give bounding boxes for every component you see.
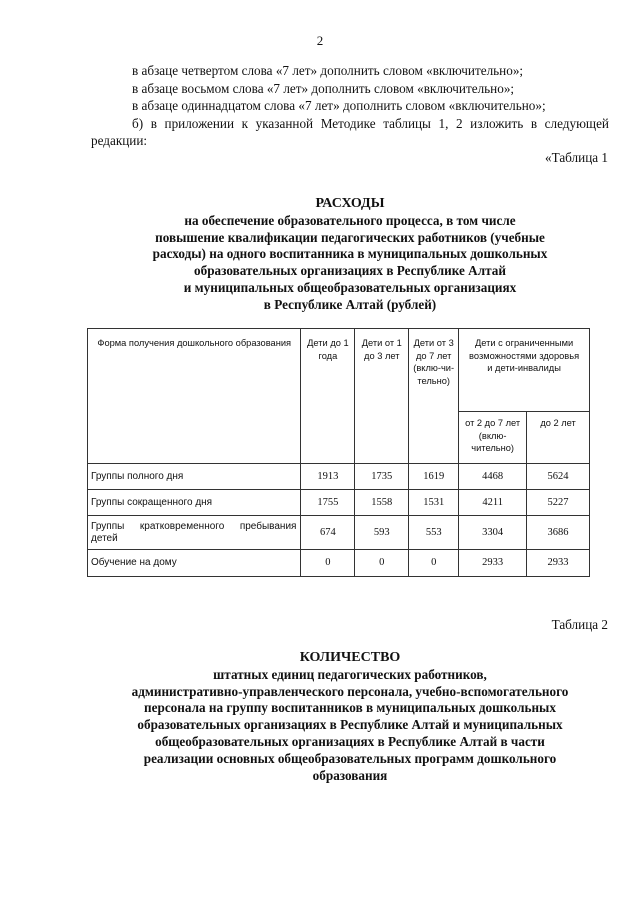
intro-line-2: в абзаце восьмом слова «7 лет» дополнить словом «включительно»; [132, 80, 515, 96]
table1-title-line: расходы) на одного воспитанника в муниципальных дошкольных [152, 246, 548, 262]
cell-value: 3304 [459, 516, 527, 550]
cell-value: 0 [409, 550, 459, 577]
header-3-to-7: Дети от 3 до 7 лет (вклю-чи-тельно) [409, 329, 459, 464]
table1-title-main: РАСХОДЫ [315, 196, 385, 211]
table1-title [60, 196, 640, 314]
intro-line-4: б) в приложении к указанной Методике таблицы 1, 2 изложить в следующей редакции: [91, 115, 609, 148]
table2-title-line: реализации основных общеобразовательных программ дошкольного [143, 750, 557, 766]
cell-value: 0 [301, 550, 355, 577]
row-label: Группы сокращенного дня [88, 490, 301, 516]
cell-value: 5624 [527, 464, 590, 490]
table-row [88, 464, 590, 490]
header-form: Форма получения дошкольного образования [88, 329, 301, 464]
cell-value: 553 [409, 516, 459, 550]
cell-value: 5227 [527, 490, 590, 516]
header-disabled-under-2: до 2 лет [527, 412, 590, 464]
cell-value: 1913 [301, 464, 355, 490]
cell-value: 1531 [409, 490, 459, 516]
intro-line-3: в абзаце одиннадцатом слова «7 лет» дополнить словом «включительно»; [132, 98, 546, 113]
row-label: Обучение на дому [88, 550, 301, 577]
cell-value: 4211 [459, 490, 527, 516]
cell-value: 0 [355, 550, 409, 577]
table1-title-line: образовательных организациях в Республике Алтай [194, 263, 506, 279]
table-row [88, 550, 590, 577]
cell-value: 3686 [527, 516, 590, 550]
table1-title-line: и муниципальных общеобразовательных организациях [183, 279, 517, 295]
cell-value: 1619 [409, 464, 459, 490]
table2-title-line: образовательных организациях в Республике Алтай и муниципальных [137, 717, 563, 733]
table2-title-line: общеобразовательных организациях в Республике Алтай в части [155, 733, 545, 749]
table2-label: Таблица 2 [551, 617, 608, 632]
cell-value: 1755 [301, 490, 355, 516]
cell-value: 1735 [355, 464, 409, 490]
row-label-line-2: детей [91, 532, 118, 544]
table2-title [60, 650, 640, 784]
cell-value: 4468 [459, 464, 527, 490]
table2-title-main: КОЛИЧЕСТВО [299, 650, 401, 665]
cell-value: 2933 [527, 550, 590, 577]
header-1-to-3: Дети от 1 до 3 лет [355, 329, 409, 464]
row-label [88, 516, 301, 550]
cell-value: 593 [355, 516, 409, 550]
row-label-line-1: Группы кратковременного пребывания [91, 520, 297, 532]
header-disabled: Дети с ограниченными возможностями здоровья и дети-инвалиды [459, 329, 590, 412]
table2-title-line: административно-управленческого персонала, учебно-вспомогательного [131, 683, 569, 699]
intro-paragraphs [91, 62, 609, 150]
row-label: Группы полного дня [88, 464, 301, 490]
cell-value: 1558 [355, 490, 409, 516]
table2-title-line: образования [312, 767, 388, 783]
table-row [88, 516, 590, 550]
table1-title-line: повышение квалификации педагогических работников (учебные [155, 229, 545, 245]
header-disabled-2-to-7: от 2 до 7 лет (вклю-чительно) [459, 412, 527, 464]
header-under-1: Дети до 1 года [301, 329, 355, 464]
cell-value: 2933 [459, 550, 527, 577]
table1-label: «Таблица 1 [545, 150, 608, 165]
table2-title-line: штатных единиц педагогических работников, [213, 666, 487, 682]
expenses-table [87, 328, 590, 577]
table-row [88, 490, 590, 516]
table1-title-line: в Республике Алтай (рублей) [263, 296, 437, 312]
intro-line-1: в абзаце четвертом слова «7 лет» дополнить словом «включительно»; [132, 63, 524, 78]
page-number: 2 [316, 33, 324, 48]
table2-title-line: персонала на группу воспитанников в муниципальных дошкольных [144, 700, 556, 716]
table1-title-line: на обеспечение образовательного процесса, в том числе [184, 212, 516, 228]
cell-value: 674 [301, 516, 355, 550]
